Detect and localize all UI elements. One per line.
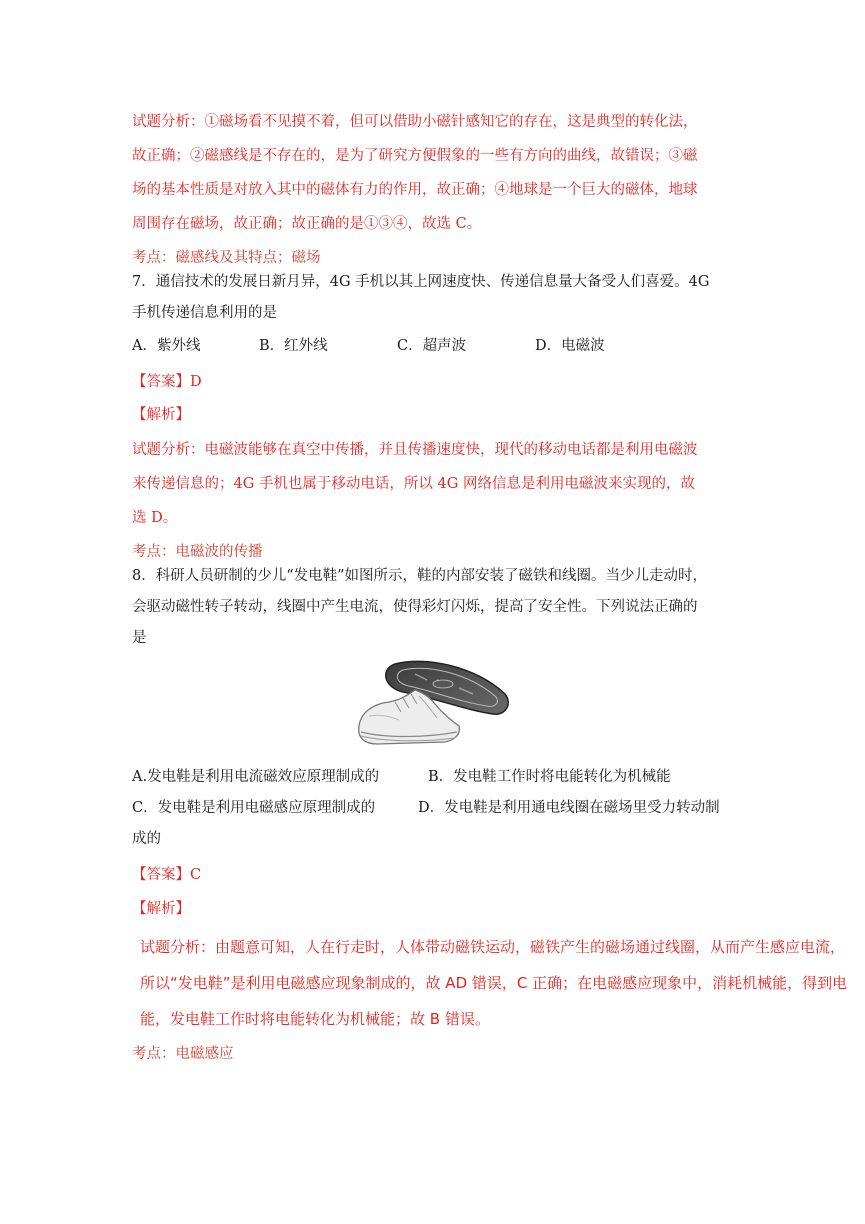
q8-answer: 【答案】C xyxy=(132,867,202,883)
q8-option-c: C．发电鞋是利用电磁感应原理制成的 xyxy=(132,800,376,816)
q7-kaodian: 考点：电磁波的传播 xyxy=(132,544,263,560)
q7-option-d: D．电磁波 xyxy=(535,338,605,354)
q8-jiexi-heading: 【解析】 xyxy=(132,901,190,917)
q7-analysis-line-2: 来传递信息的；4G 手机也属于移动电话，所以 4G 网络信息是利用电磁波来实现的，故 xyxy=(132,476,695,492)
q8-stem-line-2: 会驱动磁性转子转动，线圈中产生电流，使得彩灯闪烁，提高了安全性。下列说法正确的 xyxy=(132,599,698,615)
q8-option-b: B．发电鞋工作时将电能转化为机械能 xyxy=(428,769,671,785)
q8-option-d-continued: 成的 xyxy=(132,831,161,847)
q8-analysis-line-3: 能，发电鞋工作时将电能转化为机械能；故 B 错误。 xyxy=(140,1010,490,1028)
q8-stem-line-3: 是 xyxy=(132,630,147,646)
q7-option-a: A．紫外线 xyxy=(132,338,201,354)
q8-options-row-2 xyxy=(132,798,720,818)
q7-options xyxy=(132,336,605,356)
q7-stem-line-2: 手机传递信息利用的是 xyxy=(132,305,277,321)
q7-analysis-line-1: 试题分析：电磁波能够在真空中传播，并且传播速度快，现代的移动电话都是利用电磁波 xyxy=(132,442,698,458)
q8-options-row-1 xyxy=(132,767,671,787)
q7-answer: 【答案】D xyxy=(132,374,202,390)
q8-analysis-line-1: 试题分析：由题意可知，人在行走时，人体带动磁铁运动，磁铁产生的磁场通过线圈，从而产生感应电流， xyxy=(140,938,846,956)
q8-option-a: A.发电鞋是利用电流磁效应原理制成的 xyxy=(132,769,380,785)
q6-analysis-line-3: 场的基本性质是对放入其中的磁体有力的作用，故正确；④地球是一个巨大的磁体，地球 xyxy=(132,182,698,198)
q6-analysis-line-2: 故正确；②磁感线是不存在的，是为了研究方便假象的一些有方向的曲线，故错误；③磁 xyxy=(132,148,698,164)
q7-jiexi-heading: 【解析】 xyxy=(132,407,190,423)
q6-kaodian: 考点：磁感线及其特点；磁场 xyxy=(132,250,321,266)
q6-analysis-line-4: 周围存在磁场，故正确；故正确的是①③④，故选 C。 xyxy=(132,216,482,232)
q8-kaodian: 考点：电磁感应 xyxy=(132,1046,234,1062)
q7-option-c: C．超声波 xyxy=(397,338,467,354)
q8-option-d: D．发电鞋是利用通电线圈在磁场里受力转动制 xyxy=(418,800,720,816)
q7-analysis-line-3: 选 D。 xyxy=(132,510,178,526)
power-shoe-figure xyxy=(355,656,511,746)
q6-analysis-line-1: 试题分析：①磁场看不见摸不着，但可以借助小磁针感知它的存在，这是典型的转化法， xyxy=(132,114,698,130)
q7-option-b: B．红外线 xyxy=(259,338,328,354)
q8-stem-line-1: 8．科研人员研制的少儿“发电鞋”如图所示，鞋的内部安装了磁铁和线圈。当少儿走动时， xyxy=(132,568,708,584)
q8-analysis-line-2: 所以“发电鞋”是利用电磁感应现象制成的，故 AD 错误，C 正确；在电磁感应现象中，消耗机械能，得到电 xyxy=(140,974,848,992)
q7-stem-line-1: 7．通信技术的发展日新月异，4G 手机以其上网速度快、传递信息量大备受人们喜爱。4G xyxy=(132,274,710,290)
